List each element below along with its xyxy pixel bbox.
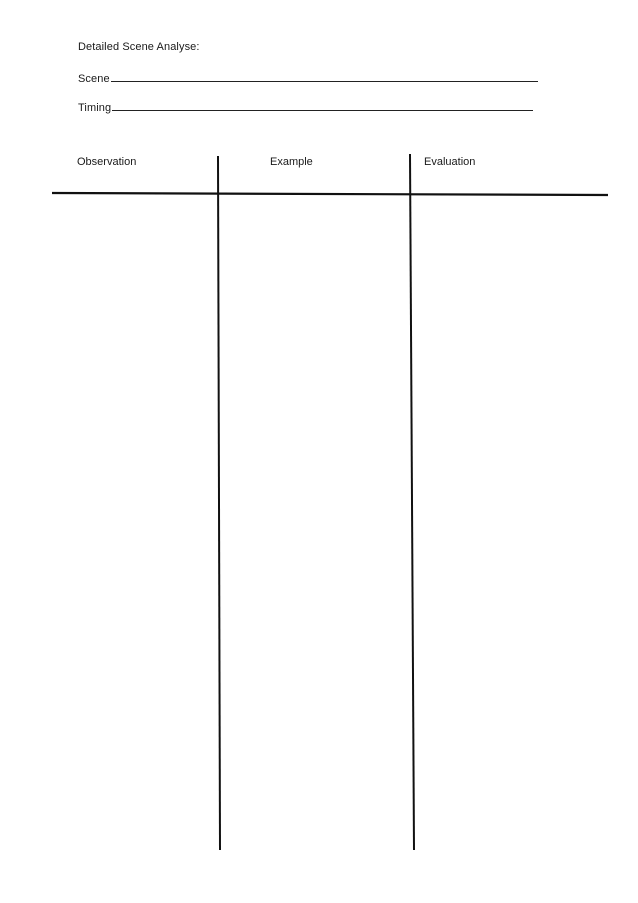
column-header-observation: Observation	[77, 156, 137, 168]
timing-label: Timing	[78, 102, 112, 114]
scene-label: Scene	[78, 73, 110, 85]
scene-field	[78, 70, 538, 85]
header-divider-line	[52, 193, 608, 195]
column-divider-right	[410, 154, 414, 850]
column-divider-left	[218, 156, 220, 850]
page-title: Detailed Scene Analyse:	[78, 41, 200, 53]
column-header-example: Example	[270, 156, 313, 168]
column-header-evaluation: Evaluation	[424, 156, 476, 168]
timing-field	[78, 99, 533, 114]
scene-blank-line[interactable]	[111, 70, 538, 82]
timing-blank-line[interactable]	[112, 99, 533, 111]
